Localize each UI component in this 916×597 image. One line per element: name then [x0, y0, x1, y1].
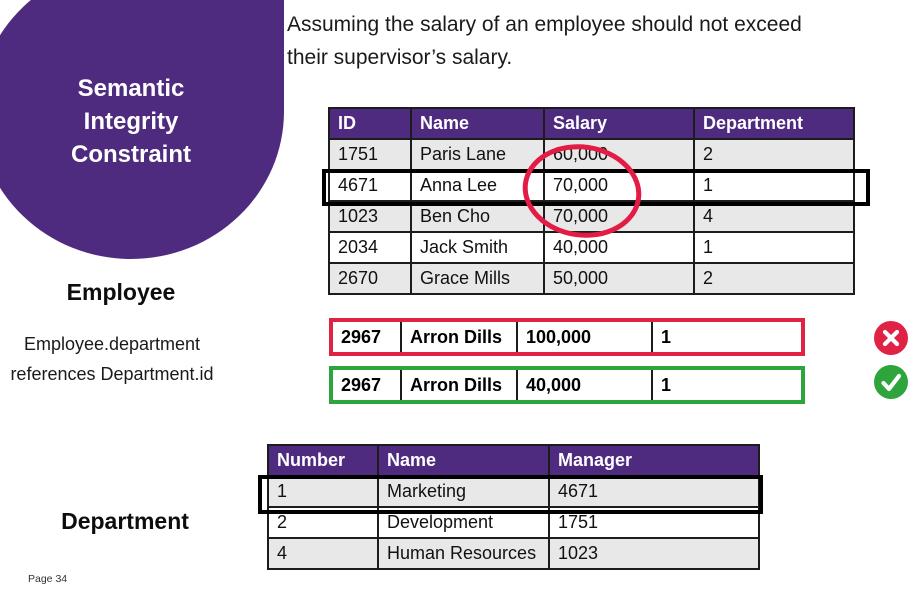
cell: 4: [268, 538, 378, 569]
cell: 4671: [549, 476, 759, 507]
slide-title-line: Semantic: [77, 75, 185, 102]
cell: 70,000: [544, 170, 694, 201]
foreign-key-reference-note: Employee.department references Department.id: [10, 334, 214, 384]
cell: 50,000: [544, 263, 694, 294]
cell: 2670: [329, 263, 411, 294]
cell: 2: [694, 263, 854, 294]
cell: Paris Lane: [411, 139, 544, 170]
cell: Anna Lee: [411, 170, 544, 201]
cell: 70,000: [544, 201, 694, 232]
cell: Arron Dills: [402, 370, 518, 400]
cell: 2967: [333, 322, 402, 352]
cross-icon: [874, 321, 908, 355]
slide-title-line: Integrity: [83, 108, 179, 135]
check-icon: [874, 365, 908, 399]
table-row: [329, 201, 854, 232]
employee-table-header-row: [329, 108, 854, 139]
table-row: [329, 232, 854, 263]
cell: 2967: [333, 370, 402, 400]
cell: 60,000: [544, 139, 694, 170]
cell: 1: [694, 232, 854, 263]
table-row-highlighted: [329, 170, 854, 201]
department-table-header-row: [268, 445, 759, 476]
column-header-id: ID: [329, 108, 411, 139]
cell: 4671: [329, 170, 411, 201]
cell: Grace Mills: [411, 263, 544, 294]
column-header-name: Name: [378, 445, 549, 476]
valid-row: [329, 366, 805, 404]
cell: 100,000: [518, 322, 653, 352]
column-header-department: Department: [694, 108, 854, 139]
table-row: [268, 507, 759, 538]
cell: Marketing: [378, 476, 549, 507]
table-row: [329, 263, 854, 294]
cell: 1751: [549, 507, 759, 538]
employee-table: [328, 107, 855, 295]
page-number: Page 34: [28, 573, 68, 585]
cell: 4: [694, 201, 854, 232]
table-row-highlighted: [268, 476, 759, 507]
cell: 40,000: [544, 232, 694, 263]
column-header-salary: Salary: [544, 108, 694, 139]
cell: 1751: [329, 139, 411, 170]
table-row: [329, 139, 854, 170]
employee-table-label: Employee: [66, 279, 176, 305]
column-header-number: Number: [268, 445, 378, 476]
title-bubble: [0, 0, 284, 259]
cell: Ben Cho: [411, 201, 544, 232]
cell: 2: [268, 507, 378, 538]
cell: 1: [268, 476, 378, 507]
cell: 1: [694, 170, 854, 201]
table-row: [268, 538, 759, 569]
slide-title: [71, 52, 191, 171]
invalid-row: [329, 318, 805, 356]
column-header-manager: Manager: [549, 445, 759, 476]
slide-title-line: Constraint: [71, 141, 191, 168]
cell: 1023: [549, 538, 759, 569]
cell: 2034: [329, 232, 411, 263]
cell: 1: [661, 375, 672, 395]
cell: 2: [694, 139, 854, 170]
cell: Human Resources: [378, 538, 549, 569]
column-header-name: Name: [411, 108, 544, 139]
department-table-label: Department: [61, 508, 189, 534]
intro-text: Assuming the salary of an employee should not exceed their supervisor’s salary.: [287, 13, 802, 69]
department-table: [267, 444, 760, 570]
cell: 1023: [329, 201, 411, 232]
cell: 40,000: [518, 370, 653, 400]
cell: Development: [378, 507, 549, 538]
cell: Jack Smith: [411, 232, 544, 263]
cell: Arron Dills: [402, 322, 518, 352]
cell: 1: [661, 327, 672, 347]
